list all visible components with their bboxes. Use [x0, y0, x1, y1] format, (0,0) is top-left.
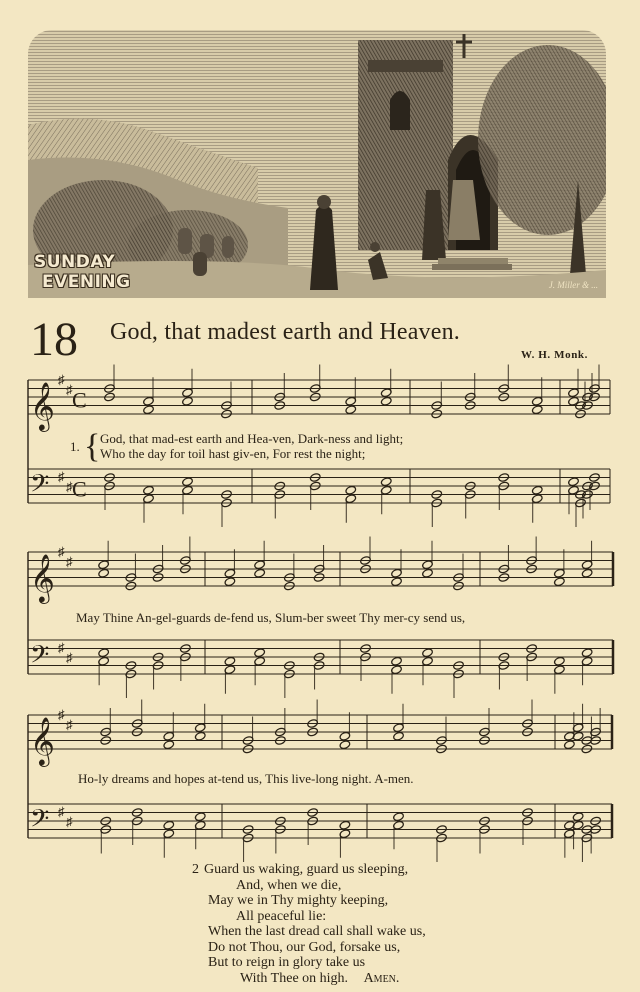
stanza2-line: But to reign in glory take us [208, 955, 366, 970]
sharp-sign: ♯ [66, 717, 73, 732]
note-head [572, 812, 584, 822]
note-head [391, 577, 403, 587]
sharp-sign: ♯ [58, 640, 65, 655]
note-head [163, 740, 175, 750]
stanza2-last-line: With Thee on high. [240, 970, 349, 986]
stanza-2 [192, 862, 426, 986]
bass-clef: 𝄢 [30, 469, 50, 505]
note-head [254, 568, 266, 578]
note-head [564, 740, 576, 750]
note-head [568, 477, 580, 487]
stanza2-line: When the last dread call shall wake us, [208, 924, 426, 939]
treble-clef: 𝄞 [30, 381, 55, 430]
stanza2-number: 2 [192, 862, 199, 877]
note-head [422, 568, 434, 578]
stanza2-line [192, 971, 426, 987]
note-head [194, 731, 206, 741]
note-head [194, 812, 206, 822]
note-head [581, 568, 593, 578]
note-head [581, 648, 593, 658]
note-head [339, 820, 351, 830]
stanza2-line: All peaceful lie: [236, 908, 327, 924]
stanza2-line: And, when we die, [236, 877, 342, 893]
note-head [98, 568, 110, 578]
note-head [254, 648, 266, 658]
stanza2-line: Guard us waking, guard us sleeping, [204, 862, 409, 877]
stanza2-line: Do not Thou, our God, forsake us, [208, 939, 401, 955]
note-head [554, 577, 566, 587]
stanza2-line: May we in Thy mighty keeping, [208, 893, 389, 908]
sharp-sign: ♯ [58, 544, 65, 559]
treble-clef: 𝄞 [30, 553, 55, 602]
note-head [568, 396, 580, 406]
sharp-sign: ♯ [66, 814, 73, 829]
sharp-sign: ♯ [58, 469, 65, 484]
sharp-sign: ♯ [66, 479, 73, 494]
sharp-sign: ♯ [58, 804, 65, 819]
note-head [224, 577, 236, 587]
amen-word: Amen. [363, 970, 400, 986]
note-head [380, 477, 392, 487]
engraver-credit: J. Miller & ... [548, 280, 598, 290]
illustration-title-line2: EVENING [42, 272, 131, 292]
sharp-sign: ♯ [58, 372, 65, 387]
hymn-number: 18 [30, 313, 78, 366]
note-head [163, 820, 175, 830]
note-head [531, 485, 543, 495]
note-head [143, 405, 155, 415]
note-head [98, 648, 110, 658]
verse1-line2: Who the day for toil hast giv-en, For rest the night; [100, 446, 366, 461]
verse-brace: { [84, 428, 101, 465]
note-head [339, 740, 351, 750]
bass-clef: 𝄢 [30, 804, 50, 840]
common-time-signature: C [72, 476, 87, 502]
treble-clef: 𝄞 [30, 716, 55, 765]
note-head [345, 485, 357, 495]
verse1-line4: Ho-ly dreams and hopes at-tend us, This live-long night. A-men. [78, 771, 414, 786]
sharp-sign: ♯ [66, 382, 73, 397]
note-head [380, 396, 392, 406]
note-head [393, 731, 405, 741]
note-head [554, 656, 566, 666]
note-head [393, 812, 405, 822]
common-time-signature: C [72, 387, 87, 413]
sharp-sign: ♯ [58, 707, 65, 722]
note-head [531, 405, 543, 415]
note-head [143, 485, 155, 495]
illustration-title-line1: SUNDAY [34, 252, 116, 272]
verse1-line3: May Thine An-gel-guards de-fend us, Slum-ber sweet Thy mer-cy send us, [76, 610, 466, 625]
hymn-title: God, that madest earth and Heaven. [110, 319, 461, 345]
composer-credit: W. H. Monk. [520, 349, 588, 361]
verse1-line1: God, that mad-est earth and Hea-ven, Dark-ness and light; [100, 431, 404, 446]
sharp-sign: ♯ [66, 650, 73, 665]
note-head [182, 477, 194, 487]
sharp-sign: ♯ [66, 554, 73, 569]
bass-clef: 𝄢 [30, 640, 50, 676]
note-head [345, 405, 357, 415]
note-head [224, 656, 236, 666]
note-head [422, 648, 434, 658]
note-head [182, 396, 194, 406]
note-head [391, 656, 403, 666]
verse-number: 1. [70, 439, 80, 454]
